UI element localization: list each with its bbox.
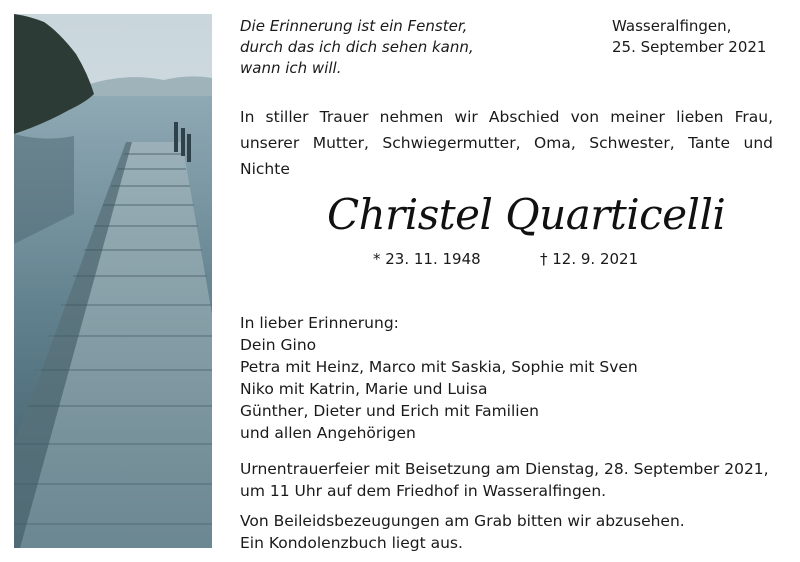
quote-line: durch das ich dich sehen kann, — [240, 38, 474, 56]
jetty-lake-photo — [14, 14, 212, 548]
family-line: Dein Gino — [240, 336, 317, 354]
family-line: Petra mit Heinz, Marco mit Saskia, Sophie mit Sven — [240, 358, 638, 376]
family-line: Niko mit Katrin, Marie und Luisa — [240, 380, 488, 398]
service-info — [240, 458, 769, 502]
quote-line: Die Erinnerung ist ein Fenster, — [240, 17, 468, 35]
place: Wasseralfingen, — [612, 17, 732, 35]
service-line: Urnentrauerfeier mit Beisetzung am Dienstag, 28. September 2021, — [240, 460, 769, 478]
place-date — [612, 16, 766, 58]
deceased-name: Christel Quarticelli — [327, 190, 726, 239]
death-date: † 12. 9. 2021 — [540, 250, 639, 268]
intro-text: In stiller Trauer nehmen wir Abschied von meiner lieben Frau, unserer Mutter, Schwiegermutter, Oma, Schwester, Tante und Nichte — [240, 108, 773, 178]
birth-date: * 23. 11. 1948 — [373, 250, 481, 268]
family-heading: In lieber Erinnerung: — [240, 314, 399, 332]
quote — [240, 16, 474, 79]
service-line: um 11 Uhr auf dem Friedhof in Wasseralfingen. — [240, 482, 607, 500]
condolences-note — [240, 510, 685, 554]
family-line: Günther, Dieter und Erich mit Familien — [240, 402, 539, 420]
family-list — [240, 312, 638, 444]
date: 25. September 2021 — [612, 38, 767, 56]
family-line: und allen Angehörigen — [240, 424, 416, 442]
condolences-line: Ein Kondolenzbuch liegt aus. — [240, 534, 463, 552]
condolences-line: Von Beileidsbezeugungen am Grab bitten wir abzusehen. — [240, 512, 685, 530]
quote-line: wann ich will. — [240, 59, 342, 77]
